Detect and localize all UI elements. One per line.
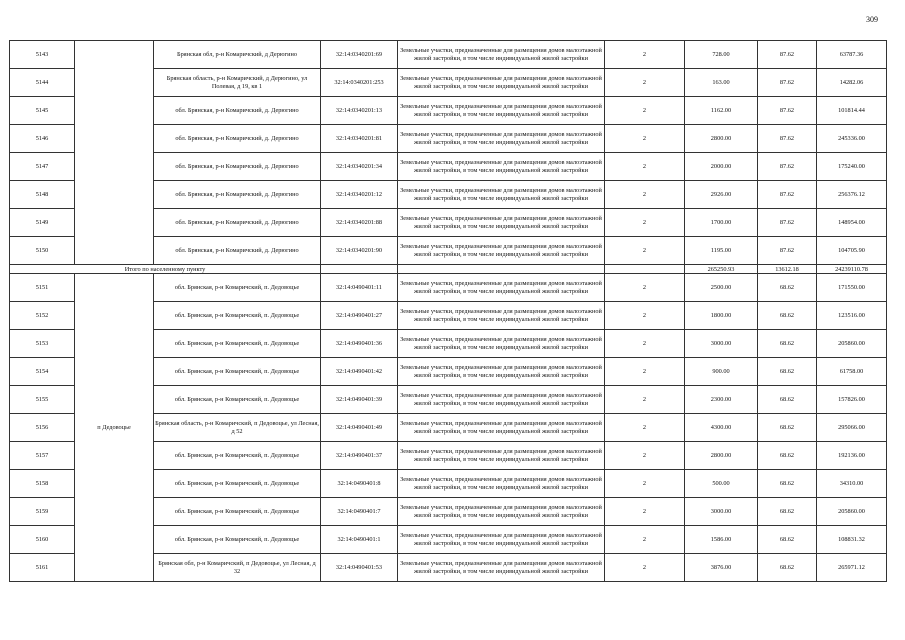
rate-cell: 68.62: [758, 470, 817, 498]
row-number: 5157: [10, 442, 75, 470]
cadastral-value-cell: 148954.00: [817, 209, 887, 237]
cadastral-value-cell: 101814.44: [817, 97, 887, 125]
subtotal-empty-cadastral: [321, 265, 398, 274]
rate-cell: 68.62: [758, 330, 817, 358]
area-cell: 1586.00: [685, 526, 758, 554]
address-cell: Брянская область, р-н Комаричский, п Дедовоцье, ул Лесная, д 52: [154, 414, 321, 442]
cadastral-value-cell: 265971.12: [817, 554, 887, 582]
row-number: 5153: [10, 330, 75, 358]
cadastral-value-cell: 14282.06: [817, 69, 887, 97]
land-use-cell: Земельные участки, предназначенные для размещения домов малоэтажной жилой застройки, в том числе индивидуальной жилой застройки: [398, 209, 605, 237]
address-cell: обл. Брянская, р-н Комаричский, д. Дерюгино: [154, 181, 321, 209]
rate-cell: 87.62: [758, 41, 817, 69]
land-use-cell: Земельные участки, предназначенные для размещения домов малоэтажной жилой застройки, в том числе индивидуальной жилой застройки: [398, 386, 605, 414]
area-cell: 728.00: [685, 41, 758, 69]
address-cell: обл. Брянская, р-н Комаричский, д. Дерюгино: [154, 97, 321, 125]
area-cell: 4300.00: [685, 414, 758, 442]
area-cell: 1162.00: [685, 97, 758, 125]
cadastral-value-cell: 245336.00: [817, 125, 887, 153]
cadastral-value-cell: 123516.00: [817, 302, 887, 330]
address-cell: обл. Брянская, р-н Комаричский, д. Дерюгино: [154, 237, 321, 265]
land-use-cell: Земельные участки, предназначенные для размещения домов малоэтажной жилой застройки, в том числе индивидуальной жилой застройки: [398, 41, 605, 69]
rate-cell: 87.62: [758, 237, 817, 265]
group-number-cell: 2: [605, 302, 685, 330]
cadastral-number-cell: 32:14:0490401:42: [321, 358, 398, 386]
area-cell: 1800.00: [685, 302, 758, 330]
cadastral-number-cell: 32:14:0340201:69: [321, 41, 398, 69]
rate-cell: 68.62: [758, 274, 817, 302]
group-number-cell: 2: [605, 125, 685, 153]
cadastral-value-cell: 61758.00: [817, 358, 887, 386]
land-use-cell: Земельные участки, предназначенные для размещения домов малоэтажной жилой застройки, в том числе индивидуальной жилой застройки: [398, 97, 605, 125]
group-number-cell: 2: [605, 209, 685, 237]
row-number: 5161: [10, 554, 75, 582]
rate-cell: 87.62: [758, 97, 817, 125]
cadastral-value-cell: 104705.90: [817, 237, 887, 265]
rate-cell: 68.62: [758, 358, 817, 386]
land-use-cell: Земельные участки, предназначенные для размещения домов малоэтажной жилой застройки, в том числе индивидуальной жилой застройки: [398, 442, 605, 470]
address-cell: обл. Брянская, р-н Комаричский, д. Дерюгино: [154, 209, 321, 237]
group-number-cell: 2: [605, 274, 685, 302]
land-use-cell: Земельные участки, предназначенные для размещения домов малоэтажной жилой застройки, в том числе индивидуальной жилой застройки: [398, 414, 605, 442]
address-cell: обл. Брянская, р-н Комаричский, д. Дерюгино: [154, 125, 321, 153]
cadastral-number-cell: 32:14:0490401:1: [321, 526, 398, 554]
subtotal-value: 24239110.78: [817, 265, 887, 274]
row-number: 5144: [10, 69, 75, 97]
land-use-cell: Земельные участки, предназначенные для размещения домов малоэтажной жилой застройки, в том числе индивидуальной жилой застройки: [398, 125, 605, 153]
group-number-cell: 2: [605, 526, 685, 554]
rate-cell: 87.62: [758, 153, 817, 181]
address-cell: обл. Брянская, р-н Комаричский, п. Дедовоцье: [154, 358, 321, 386]
row-number: 5160: [10, 526, 75, 554]
table-row: [10, 274, 887, 302]
subtotal-area: 265250.93: [685, 265, 758, 274]
table-row: [10, 41, 887, 69]
land-use-cell: Земельные участки, предназначенные для размещения домов малоэтажной жилой застройки, в том числе индивидуальной жилой застройки: [398, 153, 605, 181]
address-cell: обл. Брянская, р-н Комаричский, п. Дедовоцье: [154, 386, 321, 414]
row-number: 5147: [10, 153, 75, 181]
cadastral-number-cell: 32:14:0340201:34: [321, 153, 398, 181]
cadastral-number-cell: 32:14:0340201:88: [321, 209, 398, 237]
cadastral-value-cell: 63787.36: [817, 41, 887, 69]
group-number-cell: 2: [605, 442, 685, 470]
cadastral-value-cell: 175240.00: [817, 153, 887, 181]
group-number-cell: 2: [605, 414, 685, 442]
land-use-cell: Земельные участки, предназначенные для размещения домов малоэтажной жилой застройки, в том числе индивидуальной жилой застройки: [398, 302, 605, 330]
cadastral-number-cell: 32:14:0340201:12: [321, 181, 398, 209]
area-cell: 2500.00: [685, 274, 758, 302]
land-use-cell: Земельные участки, предназначенные для размещения домов малоэтажной жилой застройки, в том числе индивидуальной жилой застройки: [398, 274, 605, 302]
group-number-cell: 2: [605, 69, 685, 97]
cadastral-number-cell: 32:14:0490401:11: [321, 274, 398, 302]
subtotal-row: [10, 265, 887, 274]
rate-cell: 87.62: [758, 69, 817, 97]
area-cell: 1700.00: [685, 209, 758, 237]
area-cell: 1195.00: [685, 237, 758, 265]
area-cell: 3876.00: [685, 554, 758, 582]
row-number: 5150: [10, 237, 75, 265]
land-use-cell: Земельные участки, предназначенные для размещения домов малоэтажной жилой застройки, в том числе индивидуальной жилой застройки: [398, 69, 605, 97]
land-use-cell: Земельные участки, предназначенные для размещения домов малоэтажной жилой застройки, в том числе индивидуальной жилой застройки: [398, 237, 605, 265]
land-use-cell: Земельные участки, предназначенные для размещения домов малоэтажной жилой застройки, в том числе индивидуальной жилой застройки: [398, 526, 605, 554]
row-number: 5159: [10, 498, 75, 526]
address-cell: обл. Брянская, р-н Комаричский, д. Дерюгино: [154, 153, 321, 181]
cadastral-number-cell: 32:14:0340201:81: [321, 125, 398, 153]
area-cell: 163.00: [685, 69, 758, 97]
cadastral-value-cell: 205860.00: [817, 498, 887, 526]
area-cell: 3000.00: [685, 330, 758, 358]
address-cell: обл. Брянская, р-н Комаричский, п. Дедовоцье: [154, 526, 321, 554]
row-number: 5143: [10, 41, 75, 69]
group-number-cell: 2: [605, 358, 685, 386]
subtotal-label: Итого по населенному пункту: [10, 265, 321, 274]
subtotal-empty-land-use: [398, 265, 605, 274]
group-number-cell: 2: [605, 153, 685, 181]
area-cell: 3000.00: [685, 498, 758, 526]
group-number-cell: 2: [605, 330, 685, 358]
rate-cell: 68.62: [758, 526, 817, 554]
land-use-cell: Земельные участки, предназначенные для размещения домов малоэтажной жилой застройки, в том числе индивидуальной жилой застройки: [398, 554, 605, 582]
row-number: 5148: [10, 181, 75, 209]
rate-cell: 68.62: [758, 386, 817, 414]
cadastral-number-cell: 32:14:0490401:36: [321, 330, 398, 358]
cadastral-number-cell: 32:14:0490401:8: [321, 470, 398, 498]
group-number-cell: 2: [605, 470, 685, 498]
land-use-cell: Земельные участки, предназначенные для размещения домов малоэтажной жилой застройки, в том числе индивидуальной жилой застройки: [398, 181, 605, 209]
cadastral-value-cell: 34310.00: [817, 470, 887, 498]
area-cell: 2800.00: [685, 125, 758, 153]
row-number: 5145: [10, 97, 75, 125]
row-number: 5146: [10, 125, 75, 153]
area-cell: 900.00: [685, 358, 758, 386]
group-number-cell: 2: [605, 181, 685, 209]
cadastral-number-cell: 32:14:0340201:13: [321, 97, 398, 125]
address-cell: обл. Брянская, р-н Комаричский, п. Дедовоцье: [154, 274, 321, 302]
address-cell: обл. Брянская, р-н Комаричский, п. Дедовоцье: [154, 470, 321, 498]
cadastral-number-cell: 32:14:0490401:49: [321, 414, 398, 442]
group-number-cell: 2: [605, 386, 685, 414]
cadastral-value-cell: 171550.00: [817, 274, 887, 302]
cadastral-value-cell: 157826.00: [817, 386, 887, 414]
cadastral-value-cell: 192136.00: [817, 442, 887, 470]
group-number-cell: 2: [605, 498, 685, 526]
address-cell: Брянская область, р-н Комаричский, д Дерюгино, ул Полевая, д 19, кв 1: [154, 69, 321, 97]
row-number: 5149: [10, 209, 75, 237]
area-cell: 2300.00: [685, 386, 758, 414]
rate-cell: 68.62: [758, 498, 817, 526]
locality-name: п Дедовоцье: [75, 274, 154, 582]
land-use-cell: Земельные участки, предназначенные для размещения домов малоэтажной жилой застройки, в том числе индивидуальной жилой застройки: [398, 498, 605, 526]
area-cell: 500.00: [685, 470, 758, 498]
rate-cell: 68.62: [758, 442, 817, 470]
rate-cell: 87.62: [758, 181, 817, 209]
cadastral-value-table: [9, 40, 887, 582]
land-use-cell: Земельные участки, предназначенные для размещения домов малоэтажной жилой застройки, в том числе индивидуальной жилой застройки: [398, 470, 605, 498]
rate-cell: 87.62: [758, 209, 817, 237]
cadastral-value-cell: 295066.00: [817, 414, 887, 442]
area-cell: 2000.00: [685, 153, 758, 181]
group-number-cell: 2: [605, 41, 685, 69]
row-number: 5156: [10, 414, 75, 442]
rate-cell: 68.62: [758, 554, 817, 582]
cadastral-value-cell: 108831.32: [817, 526, 887, 554]
page-number: 309: [866, 15, 878, 24]
cadastral-number-cell: 32:14:0490401:27: [321, 302, 398, 330]
row-number: 5154: [10, 358, 75, 386]
row-number: 5155: [10, 386, 75, 414]
cadastral-value-cell: 256376.12: [817, 181, 887, 209]
cadastral-number-cell: 32:14:0340201:253: [321, 69, 398, 97]
area-cell: 2926.00: [685, 181, 758, 209]
address-cell: Брянская обл, р-н Комаричский, д Дерюгино: [154, 41, 321, 69]
cadastral-number-cell: 32:14:0490401:53: [321, 554, 398, 582]
cadastral-number-cell: 32:14:0490401:39: [321, 386, 398, 414]
group-number-cell: 2: [605, 97, 685, 125]
subtotal-rate: 13612.18: [758, 265, 817, 274]
group-number-cell: 2: [605, 237, 685, 265]
cadastral-number-cell: 32:14:0490401:37: [321, 442, 398, 470]
row-number: 5152: [10, 302, 75, 330]
address-cell: обл. Брянская, р-н Комаричский, п. Дедовоцье: [154, 302, 321, 330]
subtotal-empty-group: [605, 265, 685, 274]
row-number: 5151: [10, 274, 75, 302]
cadastral-number-cell: 32:14:0340201:90: [321, 237, 398, 265]
address-cell: обл. Брянская, р-н Комаричский, п. Дедовоцье: [154, 498, 321, 526]
land-use-cell: Земельные участки, предназначенные для размещения домов малоэтажной жилой застройки, в том числе индивидуальной жилой застройки: [398, 330, 605, 358]
area-cell: 2800.00: [685, 442, 758, 470]
rate-cell: 68.62: [758, 302, 817, 330]
cadastral-value-cell: 205860.00: [817, 330, 887, 358]
locality-name: [75, 41, 154, 265]
address-cell: Брянская обл, р-н Комаричский, п Дедовоцье, ул Лесная, д 32: [154, 554, 321, 582]
rate-cell: 87.62: [758, 125, 817, 153]
address-cell: обл. Брянская, р-н Комаричский, п. Дедовоцье: [154, 442, 321, 470]
group-number-cell: 2: [605, 554, 685, 582]
row-number: 5158: [10, 470, 75, 498]
land-use-cell: Земельные участки, предназначенные для размещения домов малоэтажной жилой застройки, в том числе индивидуальной жилой застройки: [398, 358, 605, 386]
cadastral-number-cell: 32:14:0490401:7: [321, 498, 398, 526]
rate-cell: 68.62: [758, 414, 817, 442]
address-cell: обл. Брянская, р-н Комаричский, п. Дедовоцье: [154, 330, 321, 358]
